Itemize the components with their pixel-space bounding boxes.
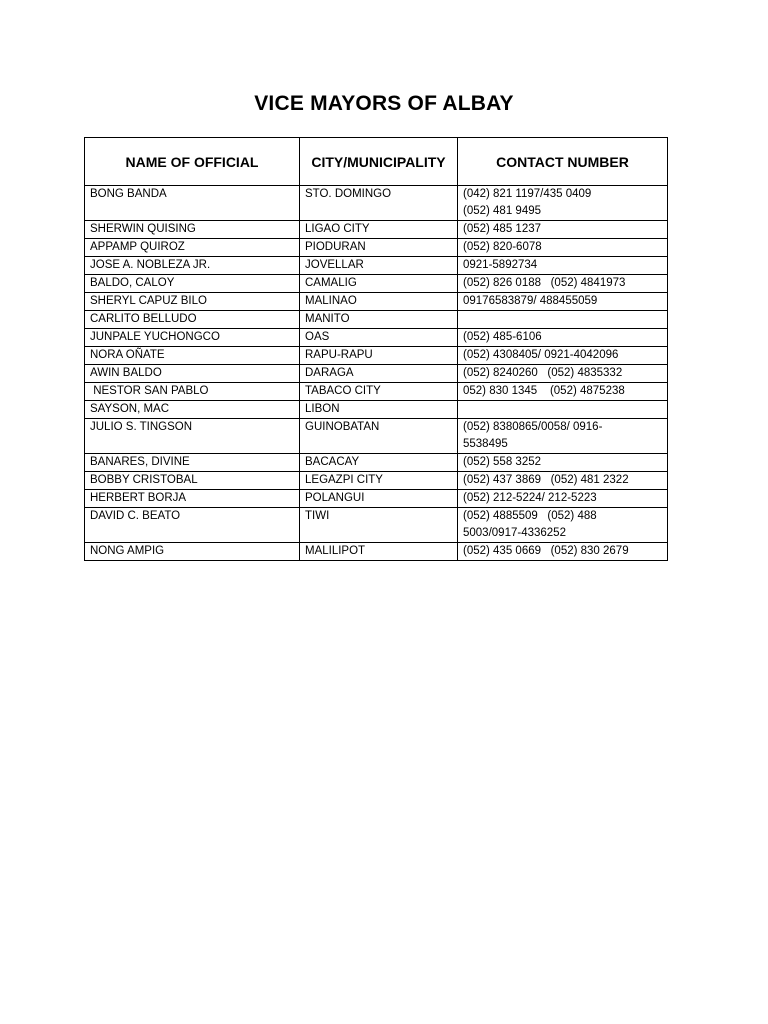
vice-mayors-table — [84, 137, 668, 561]
official-city: LIGAO CITY — [300, 221, 458, 239]
official-contact: (052) 437 3869 (052) 481 2322 — [458, 472, 668, 490]
official-city: PIODURAN — [300, 239, 458, 257]
header-name-of-official: NAME OF OFFICIAL — [85, 138, 300, 186]
official-contact: (052) 485 1237 — [458, 221, 668, 239]
official-city: JOVELLAR — [300, 257, 458, 275]
official-name: JULIO S. TINGSON — [85, 419, 300, 454]
official-contact: (052) 826 0188 (052) 4841973 — [458, 275, 668, 293]
table-row — [85, 347, 668, 365]
official-city: BACACAY — [300, 454, 458, 472]
official-city: RAPU-RAPU — [300, 347, 458, 365]
official-contact: (052) 8240260 (052) 4835332 — [458, 365, 668, 383]
official-city: GUINOBATAN — [300, 419, 458, 454]
official-name: NESTOR SAN PABLO — [85, 383, 300, 401]
official-contact: 052) 830 1345 (052) 4875238 — [458, 383, 668, 401]
official-city: LIBON — [300, 401, 458, 419]
official-name: BANARES, DIVINE — [85, 454, 300, 472]
table-row — [85, 490, 668, 508]
official-name: JOSE A. NOBLEZA JR. — [85, 257, 300, 275]
table-row — [85, 311, 668, 329]
table-row — [85, 454, 668, 472]
official-contact: (052) 4885509 (052) 488 5003/0917-4336252 — [458, 508, 668, 543]
official-contact: (052) 435 0669 (052) 830 2679 — [458, 543, 668, 561]
official-name: APPAMP QUIROZ — [85, 239, 300, 257]
official-city: MALILIPOT — [300, 543, 458, 561]
official-name: BOBBY CRISTOBAL — [85, 472, 300, 490]
official-city: MANITO — [300, 311, 458, 329]
official-name: CARLITO BELLUDO — [85, 311, 300, 329]
table-row — [85, 275, 668, 293]
official-city: DARAGA — [300, 365, 458, 383]
table-row — [85, 419, 668, 454]
table-row — [85, 383, 668, 401]
table-row — [85, 472, 668, 490]
header-city-municipality: CITY/MUNICIPALITY — [300, 138, 458, 186]
official-contact — [458, 401, 668, 419]
header-contact-number: CONTACT NUMBER — [458, 138, 668, 186]
table-row — [85, 239, 668, 257]
official-contact: (052) 820-6078 — [458, 239, 668, 257]
official-name: SHERYL CAPUZ BILO — [85, 293, 300, 311]
table-row — [85, 508, 668, 543]
table-row — [85, 221, 668, 239]
official-name: HERBERT BORJA — [85, 490, 300, 508]
official-contact — [458, 311, 668, 329]
official-contact: (052) 485-6106 — [458, 329, 668, 347]
table-row — [85, 293, 668, 311]
official-name: NONG AMPIG — [85, 543, 300, 561]
official-contact: (052) 558 3252 — [458, 454, 668, 472]
official-name: AWIN BALDO — [85, 365, 300, 383]
table-row — [85, 257, 668, 275]
official-contact: 09176583879/ 488455059 — [458, 293, 668, 311]
official-city: OAS — [300, 329, 458, 347]
official-city: TABACO CITY — [300, 383, 458, 401]
table-row — [85, 365, 668, 383]
official-city: POLANGUI — [300, 490, 458, 508]
official-city: MALINAO — [300, 293, 458, 311]
official-city: STO. DOMINGO — [300, 186, 458, 221]
table-row — [85, 543, 668, 561]
official-contact: (052) 4308405/ 0921-4042096 — [458, 347, 668, 365]
official-city: TIWI — [300, 508, 458, 543]
official-name: JUNPALE YUCHONGCO — [85, 329, 300, 347]
official-name: BALDO, CALOY — [85, 275, 300, 293]
official-name: SAYSON, MAC — [85, 401, 300, 419]
official-contact: 0921-5892734 — [458, 257, 668, 275]
official-city: CAMALIG — [300, 275, 458, 293]
official-name: DAVID C. BEATO — [85, 508, 300, 543]
official-name: BONG BANDA — [85, 186, 300, 221]
table-row — [85, 186, 668, 221]
official-contact: (052) 8380865/0058/ 0916- 5538495 — [458, 419, 668, 454]
official-name: SHERWIN QUISING — [85, 221, 300, 239]
table-row — [85, 401, 668, 419]
official-city: LEGAZPI CITY — [300, 472, 458, 490]
official-contact: (042) 821 1197/435 0409 (052) 481 9495 — [458, 186, 668, 221]
official-contact: (052) 212-5224/ 212-5223 — [458, 490, 668, 508]
table-header-row — [85, 138, 668, 186]
official-name: NORA OÑATE — [85, 347, 300, 365]
table-row — [85, 329, 668, 347]
page-title: VICE MAYORS OF ALBAY — [254, 92, 514, 115]
